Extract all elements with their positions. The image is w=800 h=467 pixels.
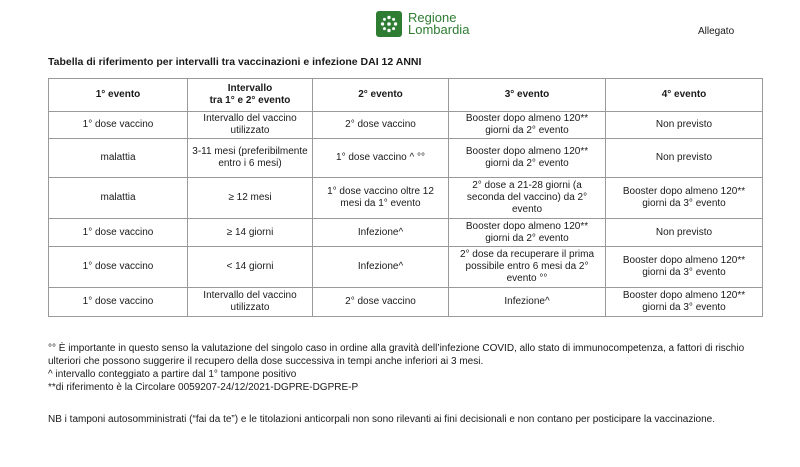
table-cell: Infezione^ [313, 247, 449, 288]
table-cell: Intervallo del vaccino utilizzato [188, 288, 313, 317]
table-cell: 1° dose vaccino [49, 247, 188, 288]
table-cell: Infezione^ [449, 288, 606, 317]
column-header: 3° evento [449, 79, 606, 112]
table-cell: Booster dopo almeno 120** giorni da 2° evento [449, 219, 606, 247]
table-row [49, 112, 763, 139]
table-row [49, 288, 763, 317]
logo-line-1: Regione [408, 10, 457, 25]
table-cell: 1° dose vaccino [49, 288, 188, 317]
table-cell: Booster dopo almeno 120** giorni da 2° evento [449, 139, 606, 178]
logo-line-2: Lombardia [408, 22, 470, 37]
table-cell: 1° dose vaccino ^ °° [313, 139, 449, 178]
table-cell: 1° dose vaccino [49, 219, 188, 247]
table-cell: Booster dopo almeno 120** giorni da 3° evento [606, 247, 763, 288]
table-cell: Non previsto [606, 112, 763, 139]
table-cell: malattia [49, 139, 188, 178]
table-cell: 2° dose vaccino [313, 288, 449, 317]
table-cell: ≥ 14 giorni [188, 219, 313, 247]
document-title: Tabella di riferimento per intervalli tra vaccinazioni e infezione DAI 12 ANNI [48, 56, 422, 68]
footnote: **di riferimento è la Circolare 0059207-24/12/2021-DGPRE-DGPRE-P [48, 382, 359, 393]
table-cell: 2° dose vaccino [313, 112, 449, 139]
table-cell: 2° dose a 21-28 giorni (a seconda del vaccino) da 2° evento [449, 178, 606, 219]
footnotes [48, 342, 762, 394]
footnote: ^ intervallo conteggiato a partire dal 1° tampone positivo [48, 369, 297, 380]
table-cell: Infezione^ [313, 219, 449, 247]
column-header: Intervallo tra 1° e 2° evento [188, 79, 313, 112]
column-header: 4° evento [606, 79, 763, 112]
regione-lombardia-logo [376, 10, 469, 38]
attachment-label: Allegato [698, 26, 735, 37]
nb-note: NB i tamponi autosomministrati (“fai da te”) e le titolazioni anticorpali non sono rilevanti ai fini decisionali e non contano per posticipare la vaccinazione. [48, 414, 716, 425]
table-cell: 3-11 mesi (preferibilmente entro i 6 mesi) [188, 139, 313, 178]
table-cell: Intervallo del vaccino utilizzato [188, 112, 313, 139]
footnote: °° È importante in questo senso la valutazione del singolo caso in ordine alla gravità dell’infezione COVID, allo stato di immunocompetenza, a fattori di rischio ulteriori che possono suggerire il recupero della dose successiva in tempi anche inferiori ai 3 mesi. [48, 343, 745, 367]
rosa-camuna-icon [376, 11, 402, 37]
reference-table [48, 78, 763, 317]
column-header: 2° evento [313, 79, 449, 112]
table-row [49, 247, 763, 288]
table-cell: 1° dose vaccino oltre 12 mesi da 1° evento [313, 178, 449, 219]
table-cell: ≥ 12 mesi [188, 178, 313, 219]
table-row [49, 139, 763, 178]
table-cell: Non previsto [606, 139, 763, 178]
table-cell: malattia [49, 178, 188, 219]
column-header: 1° evento [49, 79, 188, 112]
table-header-row [49, 79, 763, 112]
table-cell: < 14 giorni [188, 247, 313, 288]
table-cell: Booster dopo almeno 120** giorni da 3° evento [606, 178, 763, 219]
table-cell: Booster dopo almeno 120** giorni da 2° evento [449, 112, 606, 139]
table-cell: 2° dose da recuperare il prima possibile entro 6 mesi da 2° evento °° [449, 247, 606, 288]
table-cell: Non previsto [606, 219, 763, 247]
table-cell: 1° dose vaccino [49, 112, 188, 139]
table-cell: Booster dopo almeno 120** giorni da 3° evento [606, 288, 763, 317]
table-row [49, 219, 763, 247]
table-row [49, 178, 763, 219]
